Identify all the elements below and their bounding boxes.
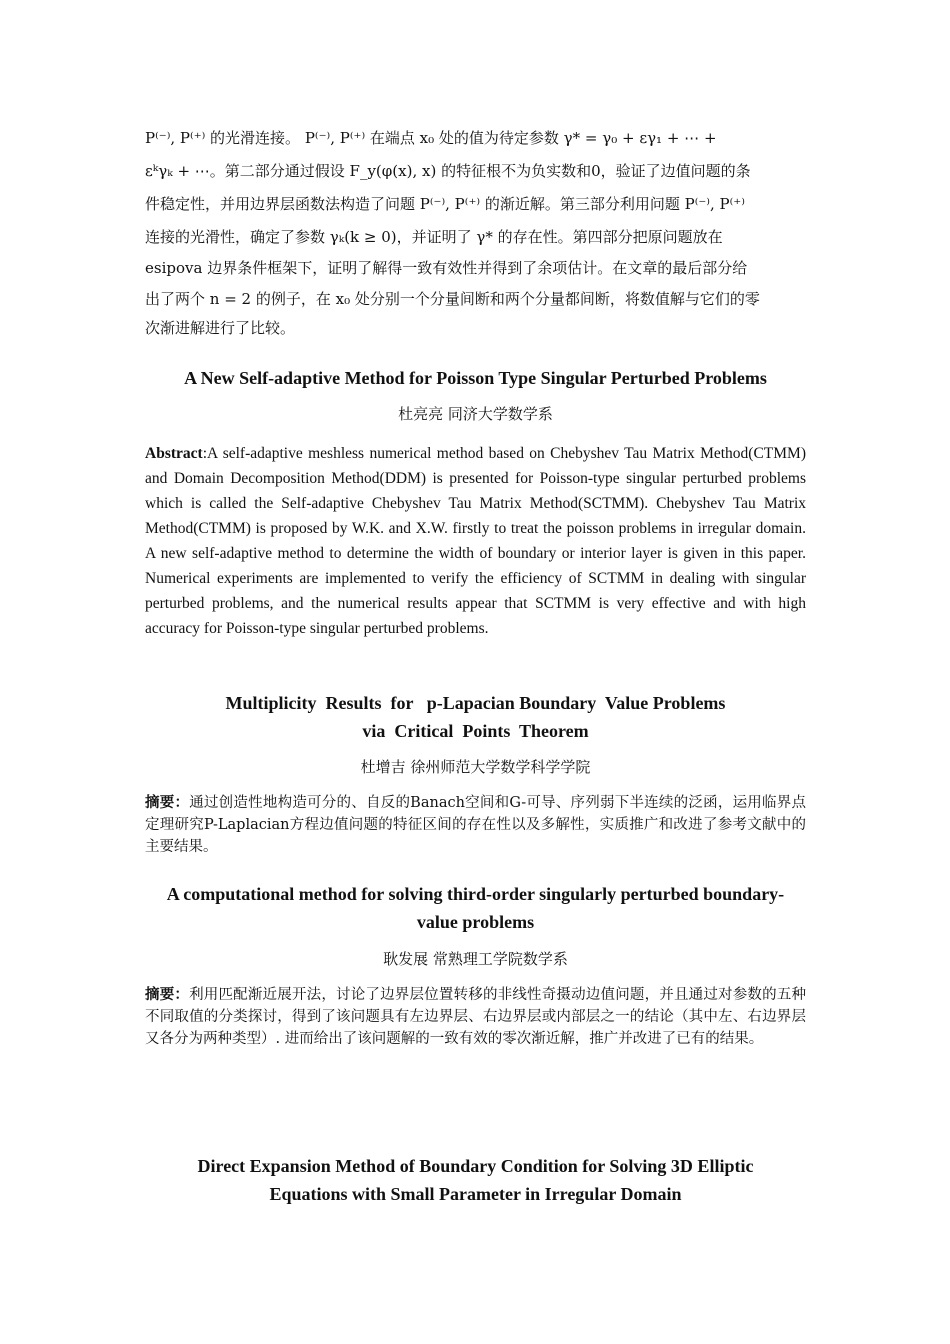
continuation-paragraph (145, 126, 806, 341)
article-title (145, 689, 806, 745)
article-abstract (145, 792, 806, 858)
article-title-line: Equations with Small Parameter in Irregular Domain (269, 1184, 682, 1204)
article-title-line: Direct Expansion Method of Boundary Condition for Solving 3D Elliptic (197, 1156, 754, 1176)
article-title-line: A computational method for solving third-order singularly perturbed boundary- (166, 884, 785, 904)
article-title-line: Multiplicity Results for p-Lapacian Boundary Value Problems (225, 693, 726, 713)
abstract-label: 摘要： (145, 794, 190, 811)
continuation-line: 件稳定性，并用边界层函数法构造了问题 P⁽⁻⁾, P⁽⁺⁾ 的渐近解。第三部分利用问题 P⁽⁻⁾, P⁽⁺⁾ (145, 195, 745, 213)
article-title-line: value problems (416, 912, 535, 932)
article-author: 耿发展 常熟理工学院数学系 (383, 950, 568, 968)
continuation-line: εᵏγₖ + ⋯。第二部分通过假设 F_y(φ(x), x) 的特征根不为负实数和0，验证了边值问题的条 (145, 162, 751, 180)
continuation-line: esipova 边界条件框架下，证明了解得一致有效性并得到了余项估计。在文章的最后部分给 (145, 259, 748, 277)
article-title-line: via Critical Points Theorem (362, 721, 589, 741)
abstract-label: 摘要： (145, 986, 190, 1003)
article-title (145, 1152, 806, 1208)
abstract-text: :A self-adaptive meshless numerical method based on Chebyshev Tau Matrix Method(CTMM) and Domain Decomposition Method(DDM) is presented for Poisson-type singular perturbed problems which is called the Self-adaptive Chebyshev Tau Matrix Method(SCTMM). Chebyshev Tau Matrix Method(CTMM) is proposed by W.K. and X.W. firstly to treat the poisson problems in irregular domain. A new self-adaptive method to determine the width of boundary or interior layer is given in this paper. Numerical experiments are implemented to verify the efficiency of SCTMM in dealing with singular perturbed problems, and the numerical results appear that SCTMM is very effective and with high accuracy for Poisson-type singular perturbed problems. (145, 445, 806, 637)
continuation-line: 出了两个 n = 2 的例子，在 x₀ 处分别一个分量间断和两个分量都间断，将数值解与它们的零 (145, 290, 760, 308)
article-author: 杜亮亮 同济大学数学系 (398, 405, 553, 423)
continuation-line: P⁽⁻⁾, P⁽⁺⁾ 的光滑连接。 P⁽⁻⁾, P⁽⁺⁾ 在端点 x₀ 处的值为待定参数 γ* = γ₀ + εγ₁ + ⋯ + (145, 129, 717, 147)
continuation-line: 连接的光滑性，确定了参数 γₖ(k ≥ 0)，并证明了 γ* 的存在性。第四部分把原问题放在 (145, 228, 723, 246)
article-title (145, 880, 806, 936)
abstract-label: Abstract (145, 445, 203, 462)
abstract-text: 通过创造性地构造可分的、自反的Banach空间和G-可导、序列弱下半连续的泛函，运用临界点定理研究P-Laplacian方程边值问题的特征区间的存在性以及多解性，实质推广和改进了参考文献中的主要结果。 (145, 795, 806, 855)
abstract-text: 利用匹配渐近展开法，讨论了边界层位置转移的非线性奇摄动边值问题，并且通过对参数的五种不同取值的分类探讨，得到了该问题具有左边界层、右边界层或内部层之一的结论（其中左、右边界层又各分为两种类型）. 进而给出了该问题解的一致有效的零次渐近解，推广并改进了已有的结果。 (145, 987, 807, 1047)
article-title-line: A New Self-adaptive Method for Poisson Type Singular Perturbed Problems (184, 368, 767, 388)
continuation-line: 次渐进解进行了比较。 (145, 319, 296, 337)
article-abstract (145, 441, 806, 641)
article-author: 杜增吉 徐州师范大学数学科学学院 (360, 758, 591, 776)
article-abstract (145, 984, 806, 1050)
article-title (145, 364, 806, 392)
